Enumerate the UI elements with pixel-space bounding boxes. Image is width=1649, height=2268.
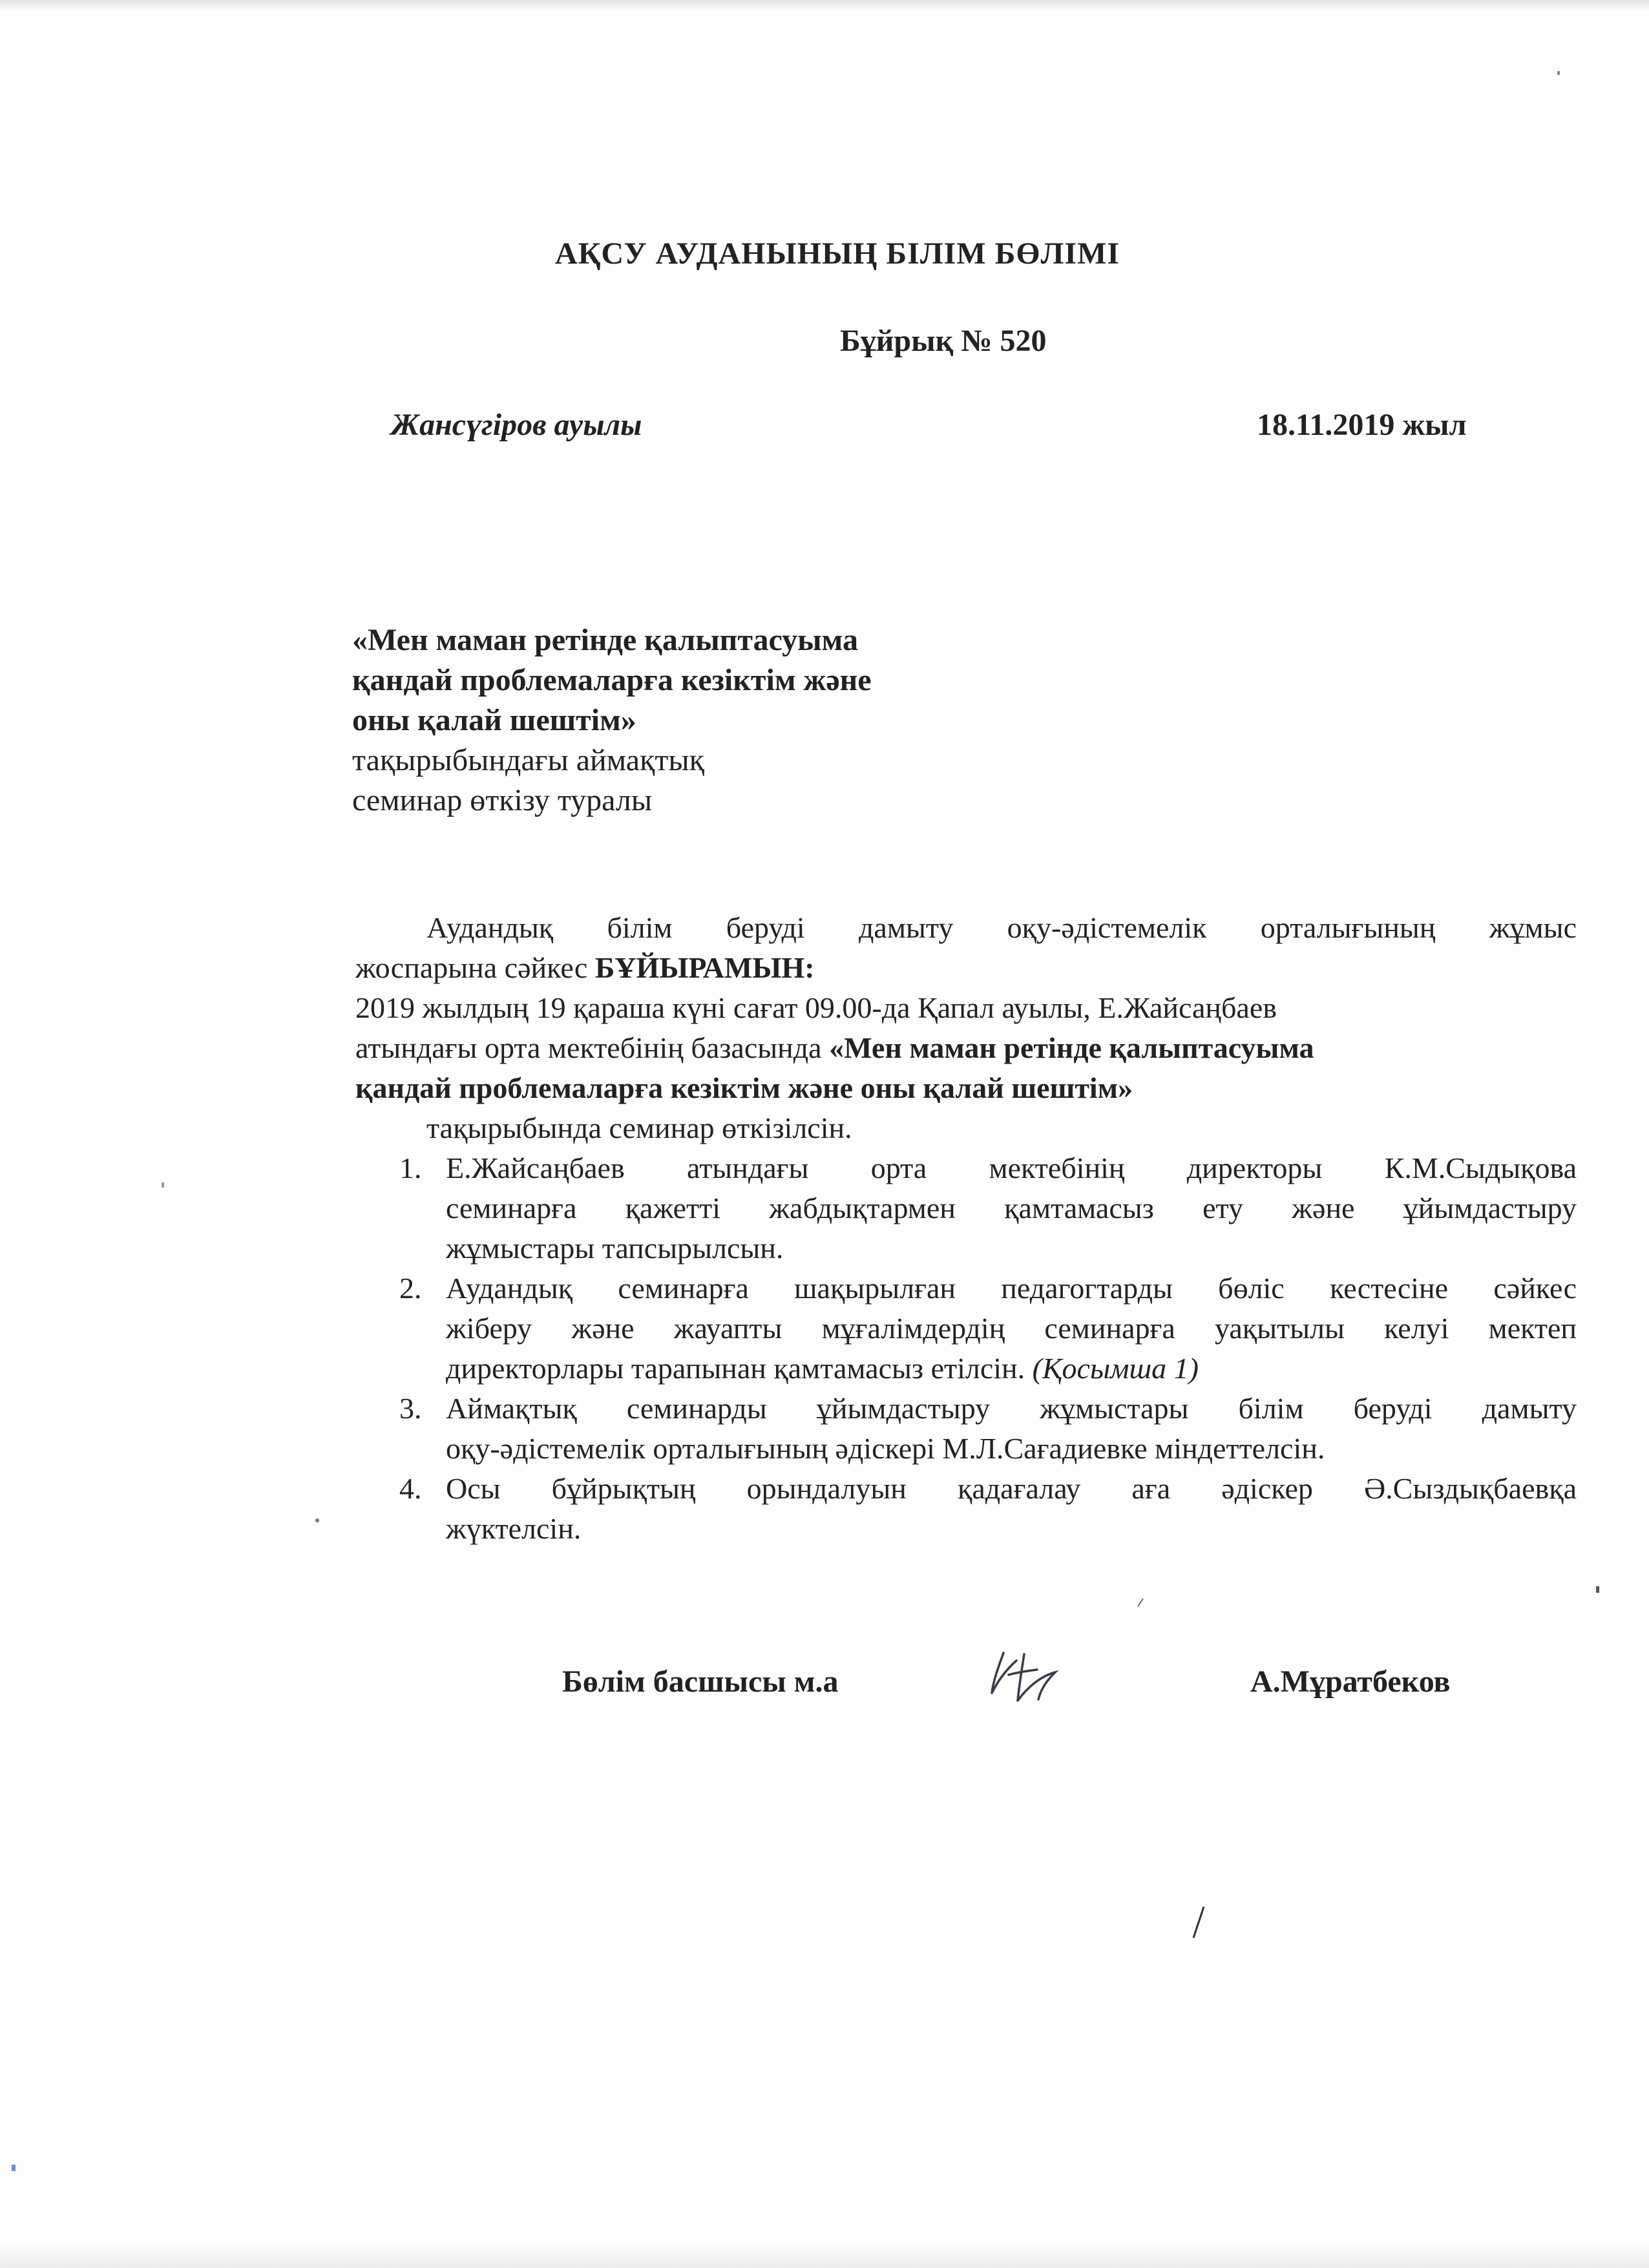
- handwritten-signature: [979, 1641, 1076, 1712]
- signatory-name: А.Мұратбеков: [1250, 1664, 1451, 1699]
- item-line: Аудандық семинарға шақырылған педагогтарды бөліс кестесіне сәйкес: [446, 1272, 1577, 1305]
- seminar-topic: «Мен маман ретінде қалыптасуыма: [829, 1031, 1314, 1064]
- item-line: семинарға қажетті жабдықтармен қамтамасыз ету және ұйымдастыру: [446, 1192, 1577, 1224]
- subject-line: «Мен маман ретінде қалыптасуыма: [352, 623, 858, 657]
- scan-dust: [1557, 71, 1560, 75]
- signatory-title: Бөлім басшысы м.а: [562, 1664, 839, 1699]
- item-line: Е.Жайсаңбаев атындағы орта мектебінің директоры К.М.Сыдықова: [446, 1151, 1577, 1184]
- scan-mark: [1134, 1596, 1147, 1609]
- item-line: жұмыстары тапсырылсын.: [446, 1232, 784, 1265]
- scan-edge-top: [0, 0, 1649, 12]
- body-line: [355, 1028, 1577, 1068]
- item-line: [446, 1349, 1577, 1389]
- issue-date: 18.11.2019 жыл: [1257, 408, 1467, 442]
- scan-dust: [162, 1182, 164, 1188]
- item-number: 3.: [399, 1392, 422, 1425]
- appendix-note: (Қосымша 1): [1032, 1352, 1199, 1385]
- list-item: [355, 1469, 1577, 1549]
- subject-line: оны қалай шештім»: [352, 703, 636, 737]
- item-text: директорлары тарапынан қамтамасыз етілсін.: [446, 1352, 1033, 1385]
- place-of-issue: Жансүгіров ауылы: [391, 408, 642, 442]
- scan-edge-bottom: [0, 2242, 1649, 2268]
- body-line: Аудандық білім беруді дамыту оқу-әдістемелік орталығының жұмыс: [426, 911, 1577, 944]
- item-line: жіберу және жауапты мұғалімдердің семинарға уақытылы келуі мектеп: [446, 1312, 1577, 1345]
- list-item: [355, 1268, 1577, 1389]
- order-number: Бұйрық № 520: [840, 324, 1047, 358]
- body-line: тақырыбында семинар өткізілсін.: [426, 1111, 852, 1144]
- order-keyword: БҰЙЫРАМЫН:: [594, 951, 815, 984]
- item-number: 4.: [399, 1472, 422, 1505]
- order-subject: [352, 620, 872, 821]
- list-item: [355, 1148, 1577, 1268]
- subject-line: қандай проблемаларға кезіктім және: [352, 663, 872, 697]
- item-number: 2.: [399, 1272, 422, 1305]
- scan-dust: [1596, 1586, 1599, 1593]
- item-line: Аймақтық семинарды ұйымдастыру жұмыстары білім беруді дамыту: [446, 1392, 1577, 1425]
- list-item: [355, 1389, 1577, 1469]
- scan-dust: [12, 2165, 16, 2171]
- subject-line: семинар өткізу туралы: [352, 783, 653, 817]
- body-text: жоспарына сәйкес: [355, 951, 595, 984]
- body-text: атындағы орта мектебінің базасында: [355, 1031, 830, 1064]
- scan-mark: [1186, 1903, 1212, 1942]
- seminar-topic: қандай проблемаларға кезіктім және оны қалай шештім»: [355, 1071, 1133, 1104]
- scan-dust: [315, 1518, 319, 1522]
- body-line: 2019 жылдың 19 қараша күні сағат 09.00-да Қапал ауылы, Е.Жайсаңбаев: [355, 991, 1277, 1024]
- subject-line: тақырыбындағы аймақтық: [352, 743, 704, 777]
- body-line: [355, 948, 1577, 988]
- item-line: оқу-әдістемелік орталығының әдіскері М.Л.Сағадиевке міндеттелсін.: [446, 1432, 1325, 1465]
- organization-title: АҚСУ АУДАНЫНЫҢ БІЛІМ БӨЛІМІ: [554, 236, 1120, 271]
- item-line: жүктелсін.: [446, 1512, 582, 1545]
- order-items: [355, 1148, 1577, 1549]
- item-line: Осы бұйрықтың орындалуын қадағалау аға әдіскер Ә.Сыздықбаевқа: [446, 1472, 1577, 1505]
- order-body: [355, 908, 1577, 1549]
- item-number: 1.: [399, 1151, 422, 1184]
